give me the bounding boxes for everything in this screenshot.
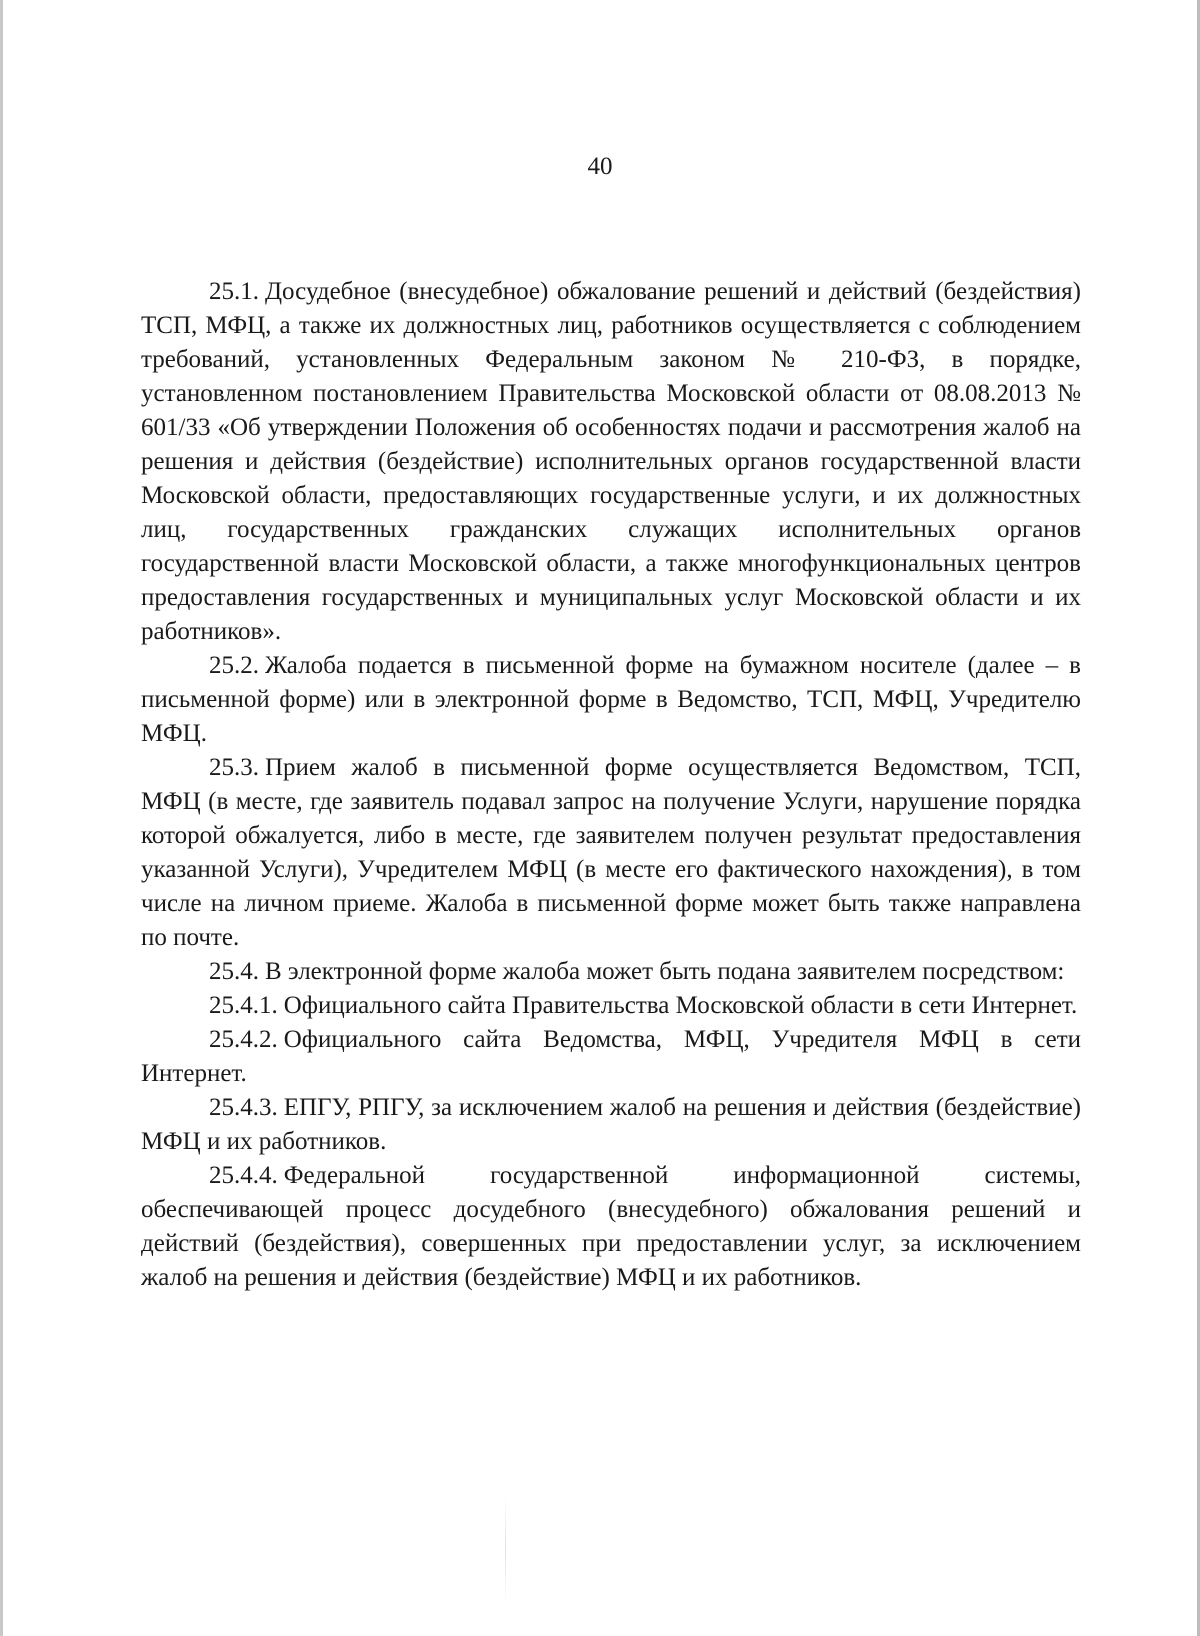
paragraph-number: 25.4.4. <box>209 1162 278 1189</box>
scan-edge-left <box>0 0 3 1636</box>
paragraph-25-1 <box>141 275 1081 649</box>
paragraph-text: Жалоба подается в письменной форме на бумажном носителе (далее – в письменной форме) или в электронной форме в Ведомство, ТСП, МФЦ, Учредителю МФЦ. <box>141 652 1081 747</box>
paragraph-number: 25.2. <box>209 652 259 679</box>
paragraph-text: Федеральной государственной информационной системы, обеспечивающей процесс досудебного (внесудебного) обжалования решений и действий (бездействия), совершенных при предоставлении услуг, за исключением жалоб на решения и действия (бездействие) МФЦ и их работников. <box>141 1162 1081 1291</box>
paragraph-number: 25.4.3. <box>209 1094 278 1121</box>
paragraph-25-4-2 <box>141 1023 1081 1091</box>
paragraph-text: Досудебное (внесудебное) обжалование решений и действий (бездействия) ТСП, МФЦ, а также их должностных лиц, работников осуществляется с соблюдением требований, установленных Федеральным законом № 210-ФЗ, в порядке, установленном постановлением Правительства Московской области от 08.08.2013 № 601/33 «Об утверждении Положения об особенностях подачи и рассмотрения жалоб на решения и действия (бездействие) исполнительных органов государственной власти Московской области, предоставляющих государственные услуги, и их должностных лиц, государственных гражданских служащих исполнительных органов государственной власти Московской области, а также многофункциональных центров предоставления государственных и муниципальных услуг Московской области и их работников». <box>141 278 1081 645</box>
paragraph-text: В электронной форме жалоба может быть подана заявителем посредством: <box>265 958 1065 985</box>
paragraph-text: Официального сайта Ведомства, МФЦ, Учредителя МФЦ в сети Интернет. <box>141 1026 1081 1087</box>
page-number: 40 <box>587 153 613 180</box>
paragraph-25-2 <box>141 649 1081 751</box>
paragraph-25-4-3 <box>141 1091 1081 1159</box>
paragraph-25-4-1 <box>141 989 1081 1023</box>
paragraph-25-4-4 <box>141 1159 1081 1295</box>
document-body <box>141 275 1081 1295</box>
paragraph-number: 25.4.1. <box>209 992 278 1019</box>
paragraph-text: ЕПГУ, РПГУ, за исключением жалоб на решения и действия (бездействие) МФЦ и их работников. <box>141 1094 1081 1155</box>
paragraph-text: Прием жалоб в письменной форме осуществляется Ведомством, ТСП, МФЦ (в месте, где заявитель подавал запрос на получение Услуги, нарушение порядка которой обжалуется, либо в месте, где заявителем получен результат предоставления указанной Услуги), Учредителем МФЦ (в месте его фактического нахождения), в том числе на личном приеме. Жалоба в письменной форме может быть также направлена по почте. <box>141 754 1081 951</box>
paragraph-number: 25.3. <box>209 754 259 781</box>
paragraph-text: Официального сайта Правительства Московской области в сети Интернет. <box>283 992 1078 1019</box>
paragraph-number: 25.4. <box>209 958 259 985</box>
scan-artifact-line <box>505 1495 506 1605</box>
paragraph-number: 25.4.2. <box>209 1026 278 1053</box>
paragraph-25-3 <box>141 751 1081 955</box>
paragraph-number: 25.1. <box>209 278 259 305</box>
paragraph-25-4 <box>141 955 1081 989</box>
